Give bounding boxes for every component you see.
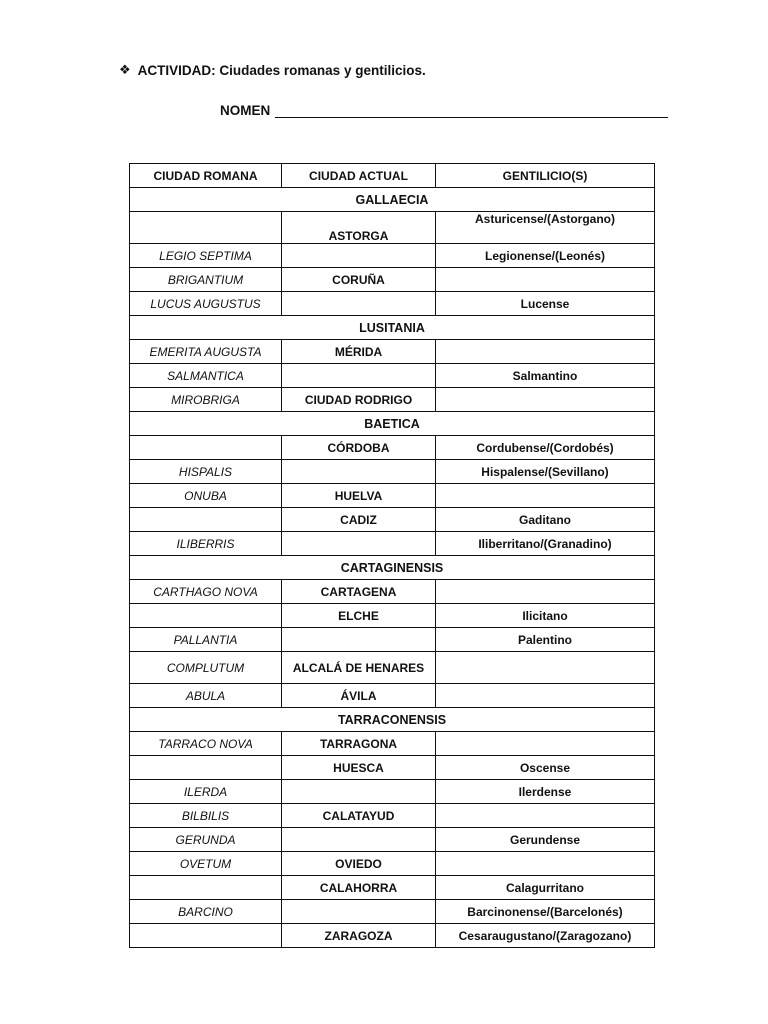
cell-ciudad-actual — [282, 780, 436, 804]
cell-gentilicio — [436, 652, 655, 684]
cell-gentilicio — [436, 268, 655, 292]
cell-ciudad-actual: TARRAGONA — [282, 732, 436, 756]
cell-ciudad-actual: HUELVA — [282, 484, 436, 508]
table-row — [130, 732, 655, 756]
cell-gentilicio — [436, 684, 655, 708]
table-row — [130, 364, 655, 388]
roman-cities-table — [129, 163, 655, 948]
cell-ciudad-actual: ALCALÁ DE HENARES — [282, 652, 436, 684]
cell-gentilicio: Cesaraugustano/(Zaragozano) — [436, 924, 655, 948]
cell-gentilicio: Palentino — [436, 628, 655, 652]
cell-ciudad-actual: CALATAYUD — [282, 804, 436, 828]
cell-ciudad-romana: GERUNDA — [130, 828, 282, 852]
activity-title: ACTIVIDAD: Ciudades romanas y gentilicios. — [137, 62, 426, 78]
region-row — [130, 708, 655, 732]
table-row — [130, 684, 655, 708]
cell-gentilicio — [436, 580, 655, 604]
cell-ciudad-actual: ELCHE — [282, 604, 436, 628]
region-row — [130, 556, 655, 580]
table-row — [130, 804, 655, 828]
cell-gentilicio: Cordubense/(Cordobés) — [436, 436, 655, 460]
cell-ciudad-romana: MIROBRIGA — [130, 388, 282, 412]
table-row — [130, 780, 655, 804]
cell-gentilicio: Oscense — [436, 756, 655, 780]
cell-ciudad-romana — [130, 212, 282, 244]
table-row — [130, 604, 655, 628]
cell-gentilicio: Calagurritano — [436, 876, 655, 900]
cell-ciudad-actual: ÁVILA — [282, 684, 436, 708]
cell-ciudad-romana — [130, 436, 282, 460]
cell-ciudad-actual: CALAHORRA — [282, 876, 436, 900]
region-heading: CARTAGINENSIS — [130, 556, 655, 580]
column-header-ciudad-romana: CIUDAD ROMANA — [130, 164, 282, 188]
cell-gentilicio — [436, 340, 655, 364]
cell-ciudad-actual — [282, 628, 436, 652]
column-header-gentilicios: GENTILICIO(S) — [436, 164, 655, 188]
cell-ciudad-romana: COMPLUTUM — [130, 652, 282, 684]
cell-ciudad-romana: BARCINO — [130, 900, 282, 924]
table-row — [130, 244, 655, 268]
cell-gentilicio — [436, 852, 655, 876]
cell-ciudad-romana: ONUBA — [130, 484, 282, 508]
cell-ciudad-romana — [130, 924, 282, 948]
cell-ciudad-actual — [282, 244, 436, 268]
cell-gentilicio: Legionense/(Leonés) — [436, 244, 655, 268]
table-row — [130, 924, 655, 948]
cell-ciudad-romana: CARTHAGO NOVA — [130, 580, 282, 604]
cell-ciudad-actual — [282, 364, 436, 388]
cell-ciudad-actual: OVIEDO — [282, 852, 436, 876]
table-row — [130, 484, 655, 508]
table-row — [130, 628, 655, 652]
cell-ciudad-actual: ZARAGOZA — [282, 924, 436, 948]
cell-ciudad-actual — [282, 828, 436, 852]
table-row — [130, 852, 655, 876]
cell-ciudad-romana — [130, 876, 282, 900]
cell-ciudad-romana: BILBILIS — [130, 804, 282, 828]
cell-ciudad-romana: ILIBERRIS — [130, 532, 282, 556]
cell-gentilicio — [436, 388, 655, 412]
region-heading: BAETICA — [130, 412, 655, 436]
cell-ciudad-romana: TARRACO NOVA — [130, 732, 282, 756]
region-row — [130, 316, 655, 340]
cell-ciudad-romana: BRIGANTIUM — [130, 268, 282, 292]
cell-gentilicio: Lucense — [436, 292, 655, 316]
table-row — [130, 268, 655, 292]
cell-gentilicio: Gaditano — [436, 508, 655, 532]
cell-ciudad-actual: MÉRIDA — [282, 340, 436, 364]
cell-ciudad-romana: EMERITA AUGUSTA — [130, 340, 282, 364]
cell-gentilicio: Ilicitano — [436, 604, 655, 628]
cell-ciudad-romana — [130, 756, 282, 780]
activity-title-line — [119, 62, 426, 78]
cell-ciudad-romana — [130, 604, 282, 628]
cell-ciudad-actual — [282, 460, 436, 484]
cell-ciudad-romana: HISPALIS — [130, 460, 282, 484]
cell-ciudad-romana: ILERDA — [130, 780, 282, 804]
region-heading: LUSITANIA — [130, 316, 655, 340]
cell-ciudad-actual — [282, 532, 436, 556]
cell-gentilicio: Ilerdense — [436, 780, 655, 804]
cell-ciudad-romana: LEGIO SEPTIMA — [130, 244, 282, 268]
cell-ciudad-romana: LUCUS AUGUSTUS — [130, 292, 282, 316]
cell-gentilicio: Iliberritano/(Granadino) — [436, 532, 655, 556]
cell-ciudad-actual: HUESCA — [282, 756, 436, 780]
diamond-bullet-icon: ❖ — [119, 62, 131, 77]
region-row — [130, 188, 655, 212]
cell-ciudad-actual: ASTORGA — [282, 212, 436, 244]
table-row — [130, 212, 655, 244]
region-row — [130, 412, 655, 436]
nomen-label: NOMEN — [220, 103, 271, 118]
table-row — [130, 508, 655, 532]
cell-gentilicio: Asturicense/(Astorgano) — [436, 212, 655, 244]
table-row — [130, 580, 655, 604]
table-row — [130, 460, 655, 484]
nomen-blank-field[interactable] — [275, 103, 668, 118]
cell-gentilicio — [436, 732, 655, 756]
column-header-ciudad-actual: CIUDAD ACTUAL — [282, 164, 436, 188]
cell-ciudad-actual: CADIZ — [282, 508, 436, 532]
cell-ciudad-actual: CORUÑA — [282, 268, 436, 292]
nomen-line — [220, 103, 668, 118]
table-row — [130, 292, 655, 316]
cell-gentilicio: Barcinonense/(Barcelonés) — [436, 900, 655, 924]
table-body — [130, 188, 655, 948]
cell-ciudad-actual — [282, 900, 436, 924]
table-row — [130, 388, 655, 412]
cell-ciudad-actual: CARTAGENA — [282, 580, 436, 604]
cell-ciudad-romana: ABULA — [130, 684, 282, 708]
table-row — [130, 532, 655, 556]
cell-gentilicio — [436, 804, 655, 828]
cell-gentilicio: Gerundense — [436, 828, 655, 852]
cell-gentilicio: Salmantino — [436, 364, 655, 388]
table-row — [130, 340, 655, 364]
cell-ciudad-romana: OVETUM — [130, 852, 282, 876]
cell-ciudad-actual — [282, 292, 436, 316]
cell-gentilicio: Hispalense/(Sevillano) — [436, 460, 655, 484]
cell-gentilicio — [436, 484, 655, 508]
table-row — [130, 876, 655, 900]
region-heading: TARRACONENSIS — [130, 708, 655, 732]
cell-ciudad-romana: SALMANTICA — [130, 364, 282, 388]
cell-ciudad-actual: CIUDAD RODRIGO — [282, 388, 436, 412]
cell-ciudad-actual: CÓRDOBA — [282, 436, 436, 460]
table-row — [130, 756, 655, 780]
table-header-row — [130, 164, 655, 188]
cell-ciudad-romana — [130, 508, 282, 532]
table-row — [130, 828, 655, 852]
table-row — [130, 436, 655, 460]
table-row — [130, 900, 655, 924]
table-row — [130, 652, 655, 684]
region-heading: GALLAECIA — [130, 188, 655, 212]
cell-ciudad-romana: PALLANTIA — [130, 628, 282, 652]
